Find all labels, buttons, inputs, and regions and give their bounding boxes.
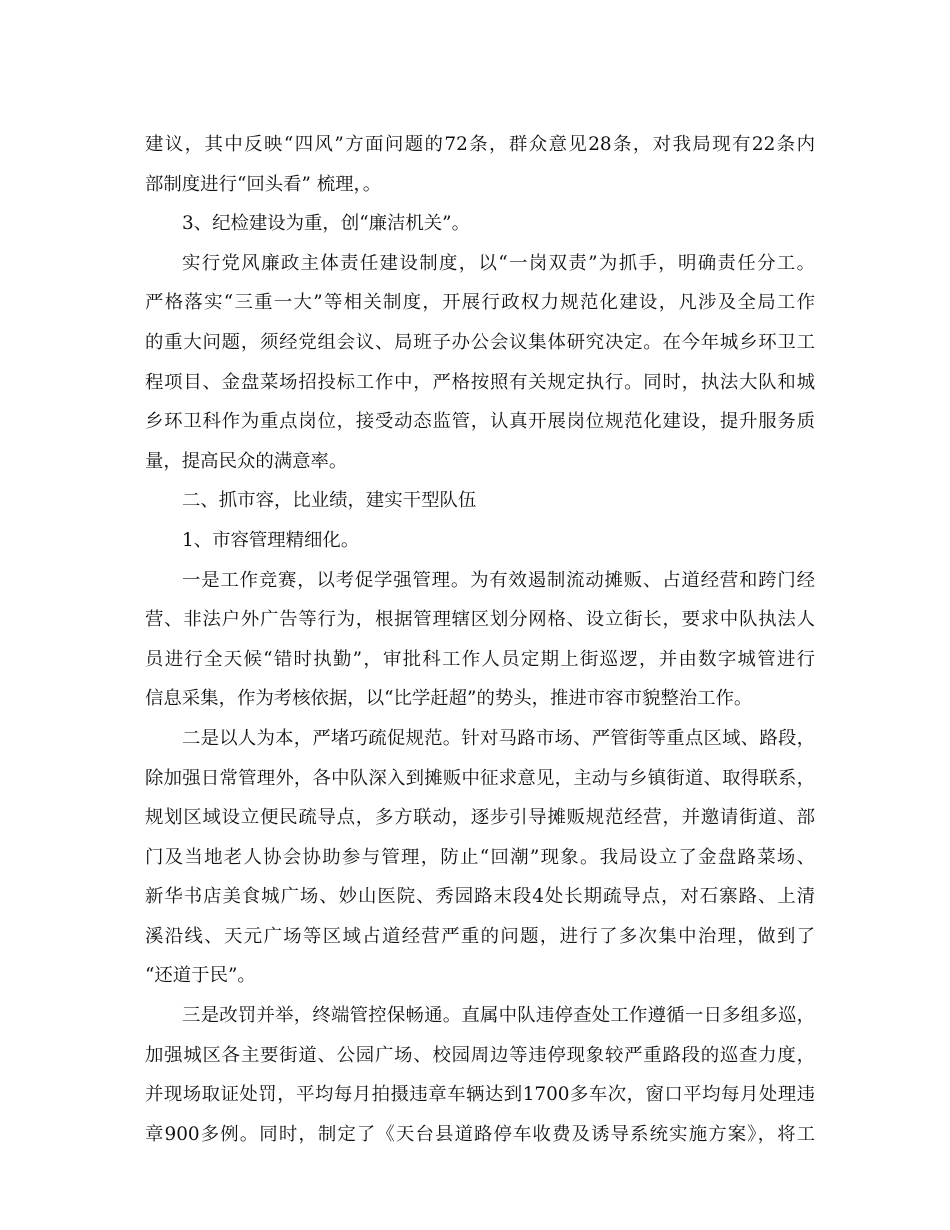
text-line: 并现场取证处罚，平均每月拍摄违章车辆达到1700多车次，窗口平均每月处理违 — [145, 1084, 815, 1106]
text-line: 部制度进行“回头看” 梳理，。 — [145, 173, 382, 195]
text-line: 二、抓市容，比业绩，建实干型队伍 — [182, 490, 477, 512]
text-line: 乡环卫科作为重点岗位，接受动态监管，认真开展岗位规范化建设，提升服务质 — [145, 411, 815, 433]
text-line: 除加强日常管理外，各中队深入到摊贩中征求意见，主动与乡镇街道、取得联系， — [145, 767, 815, 789]
text-line: 二是以人为本，严堵巧疏促规范。针对马路市场、严管街等重点区域、路段， — [182, 727, 815, 749]
text-line: 员进行全天候“错时执勤”，审批科工作人员定期上街巡逻，并由数字城管进行 — [145, 648, 815, 670]
text-line: 三是改罚并举，终端管控保畅通。直属中队违停查处工作遵循一日多组多巡， — [182, 1005, 815, 1027]
text-line: 规划区域设立便民疏导点，多方联动，逐步引导摊贩规范经营，并邀请街道、部 — [145, 807, 815, 829]
document-body — [145, 125, 815, 1154]
text-line: 信息采集，作为考核依据，以“比学赶超”的势头，推进市容市貌整治工作。 — [145, 688, 753, 710]
text-line: “还道于民”。 — [145, 965, 256, 987]
text-line: 3、纪检建设为重，创“廉洁机关”。 — [182, 213, 470, 235]
text-line: 量，提高民众的满意率。 — [145, 450, 348, 472]
text-line: 一是工作竞赛，以考促学强管理。为有效遏制流动摊贩、占道经营和跨门经 — [182, 569, 815, 591]
text-line: 章900多例。同时，制定了《天台县道路停车收费及诱导系统实施方案》，将工 — [145, 1123, 815, 1145]
text-line: 程项目、金盘菜场招投标工作中，严格按照有关规定执行。同时，执法大队和城 — [145, 371, 815, 393]
text-line: 实行党风廉政主体责任建设制度，以“一岗双责”为抓手，明确责任分工。 — [182, 252, 815, 274]
text-line: 严格落实“三重一大”等相关制度，开展行政权力规范化建设，凡涉及全局工作 — [145, 292, 815, 314]
text-line: 的重大问题，须经党组会议、局班子办公会议集体研究决定。在今年城乡环卫工 — [145, 331, 815, 353]
text-line: 1、市容管理精细化。 — [182, 529, 360, 551]
text-line: 建议，其中反映“四风”方面问题的72条，群众意见28条，对我局现有22条内 — [145, 134, 815, 155]
text-line: 加强城区各主要街道、公园广场、校园周边等违停现象较严重路段的巡查力度， — [145, 1044, 815, 1066]
text-line: 溪沿线、天元广场等区域占道经营严重的问题，进行了多次集中治理，做到了 — [145, 925, 815, 947]
text-line: 门及当地老人协会协助参与管理，防止“回潮”现象。我局设立了金盘路菜场、 — [145, 846, 815, 868]
text-line: 营、非法户外广告等行为，根据管理辖区划分网格、设立街长，要求中队执法人 — [145, 609, 815, 631]
text-line: 新华书店美食城广场、妙山医院、秀园路末段4处长期疏导点，对石寨路、上清 — [145, 886, 815, 908]
